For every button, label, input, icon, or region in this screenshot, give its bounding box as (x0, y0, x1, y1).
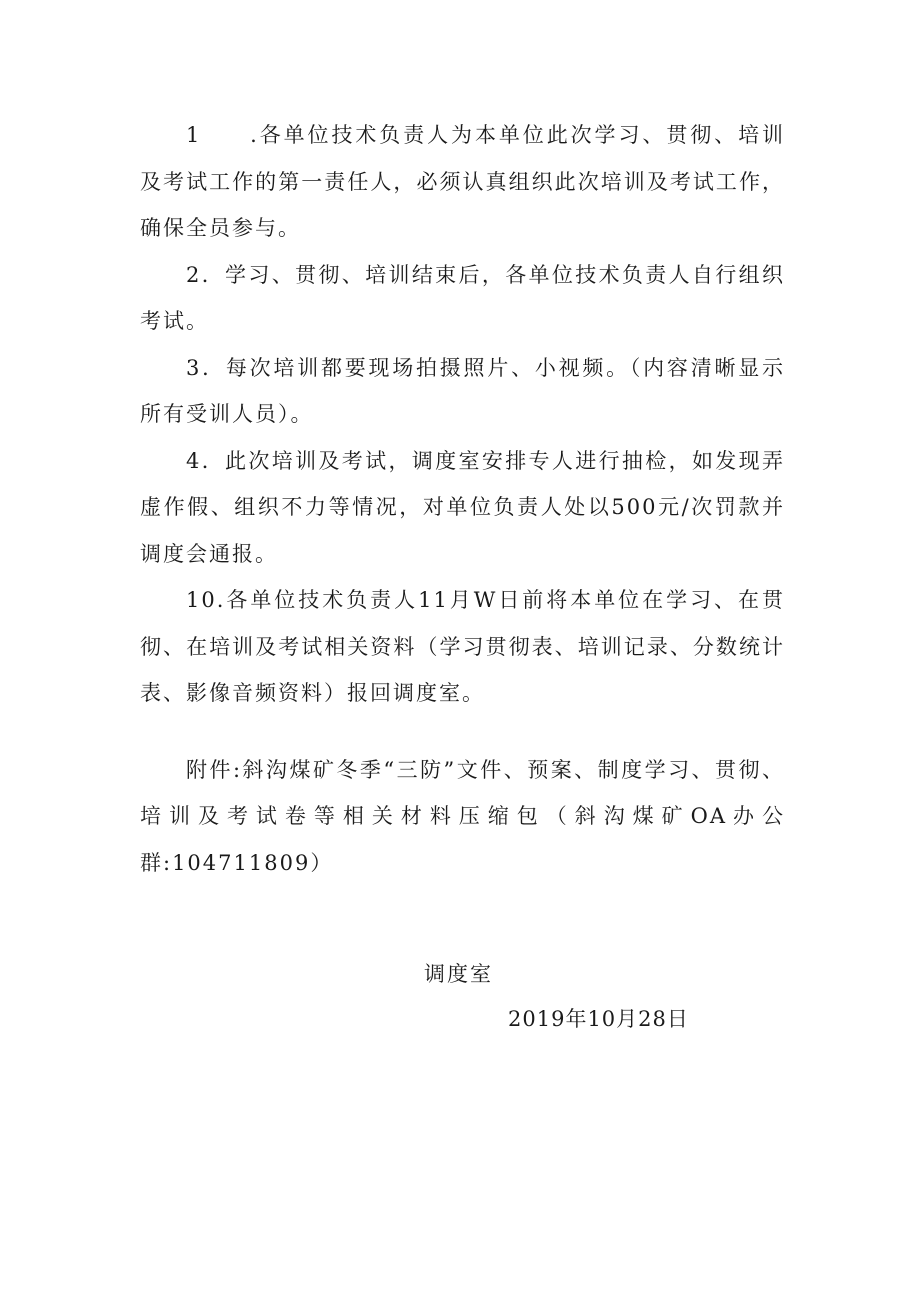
paragraph-1: 1 .各单位技术负责人为本单位此次学习、贯彻、培训及考试工作的第一责任人，必须认真组织此次培训及考试工作，确保全员参与。 (140, 123, 785, 240)
paragraph-gap (140, 717, 785, 747)
signature-date: 2019年10月28日 (508, 1007, 689, 1031)
attachment-note: 附件:斜沟煤矿冬季“三防”文件、预案、制度学习、贯彻、培训及考试卷等相关材料压缩包（斜沟煤矿OA办公群:104711809） (140, 757, 785, 875)
paragraph-2: 2．学习、贯彻、培训结束后，各单位技术负责人自行组织考试。 (140, 262, 785, 333)
signature-org: 调度室 (424, 962, 493, 986)
paragraph-10: 10.各单位技术负责人11月W日前将本单位在学习、在贯彻、在培训及考试相关资料（学习贯彻表、培训记录、分数统计表、影像音频资料）报回调度室。 (140, 588, 785, 705)
document-body (140, 112, 785, 886)
paragraph-3: 3．每次培训都要现场拍摄照片、小视频。（内容清晰显示所有受训人员）。 (140, 355, 785, 426)
paragraph-4: 4．此次培训及考试，调度室安排专人进行抽检，如发现弄虚作假、组织不力等情况，对单位负责人处以500元/次罚款并调度会通报。 (140, 448, 785, 566)
